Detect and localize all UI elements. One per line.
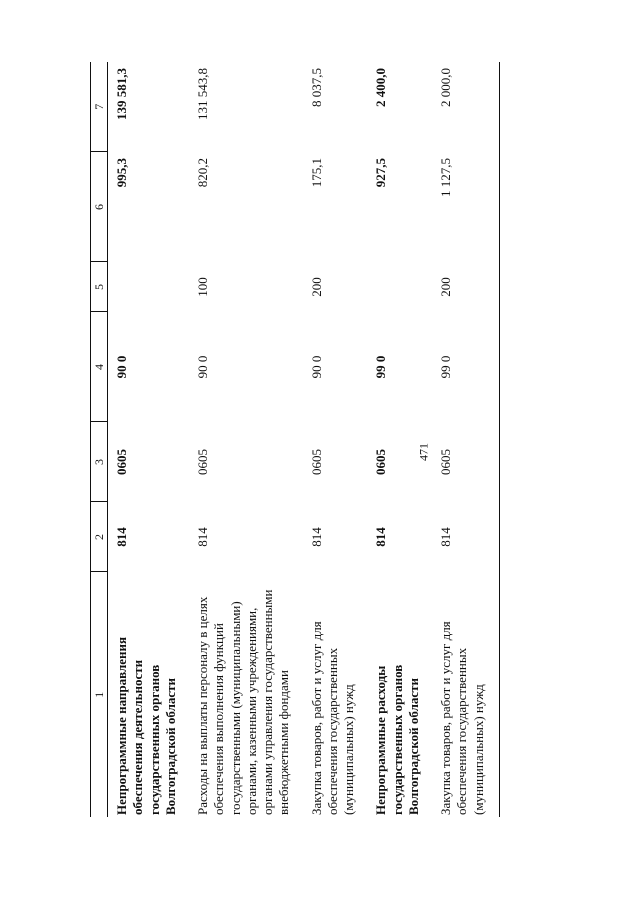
header-row — [91, 62, 108, 817]
header-col-6: 6 — [91, 152, 108, 262]
row-name: Закупка товаров, работ и услуг для обеспечения государственных (муниципальных) нужд — [308, 621, 356, 815]
table-row — [367, 62, 432, 817]
row-ministry-code: 814 — [373, 527, 389, 547]
row-amount-7: 2 000,0 — [438, 68, 453, 107]
row-name: Закупка товаров, работ и услуг для обеспечения государственных (муниципальных) нужд — [438, 621, 486, 815]
row-expense-type — [108, 262, 190, 312]
row-ministry-code: 814 — [114, 527, 129, 547]
row-target-code: 99 0 — [373, 355, 389, 379]
row-section-code: 0605 — [438, 449, 453, 475]
budget-table — [90, 62, 497, 817]
row-section-code: 0605 — [373, 449, 389, 475]
row-expense-type: 200 — [308, 277, 324, 297]
row-target-code: 99 0 — [438, 355, 453, 379]
row-ministry-code: 814 — [438, 527, 453, 547]
table-row — [432, 62, 497, 817]
row-amount-6: 175,1 — [308, 158, 324, 188]
row-amount-7: 139 581,3 — [114, 68, 129, 120]
row-amount-6: 995,3 — [114, 158, 129, 188]
row-expense-type: 200 — [438, 277, 453, 297]
row-target-code: 90 0 — [114, 355, 129, 379]
page-number: 471 — [416, 443, 431, 461]
table-row — [189, 62, 303, 817]
row-amount-6: 1 127,5 — [438, 158, 453, 197]
header-col-5: 5 — [91, 262, 108, 312]
header-col-7: 7 — [91, 62, 108, 152]
row-amount-6: 927,5 — [373, 158, 389, 188]
row-section-code: 0605 — [308, 449, 324, 475]
row-expense-type: 100 — [195, 277, 210, 297]
row-ministry-code: 814 — [308, 527, 324, 547]
budget-table-container — [90, 62, 545, 817]
row-amount-6: 820,2 — [195, 158, 210, 188]
row-name: Непрограммные расходы государственных органов Волгоградской области — [373, 664, 421, 815]
row-target-code: 90 0 — [195, 355, 210, 379]
header-col-3: 3 — [91, 422, 108, 502]
row-ministry-code: 814 — [195, 527, 210, 547]
table-bottom-rule — [497, 62, 500, 817]
table-row — [303, 62, 368, 817]
row-expense-type — [367, 262, 432, 312]
table-row — [108, 62, 190, 817]
row-name: Непрограммные направления обеспечения деятельности государственных органов Волгоградской области — [114, 636, 178, 815]
row-section-code: 0605 — [114, 449, 129, 475]
row-amount-7: 131 543,8 — [195, 68, 210, 120]
header-col-1: 1 — [91, 572, 108, 817]
header-col-4: 4 — [91, 312, 108, 422]
row-amount-7: 2 400,0 — [373, 68, 389, 107]
row-target-code: 90 0 — [308, 355, 324, 379]
row-name: Расходы на выплаты персоналу в целях обеспечения выполнения функций государственными (муниципальными) органами, казенными учреждениями, органами управления государственными внебюджетными фондами — [195, 589, 292, 815]
row-section-code: 0605 — [195, 449, 210, 475]
header-col-2: 2 — [91, 502, 108, 572]
row-amount-7: 8 037,5 — [308, 68, 324, 107]
